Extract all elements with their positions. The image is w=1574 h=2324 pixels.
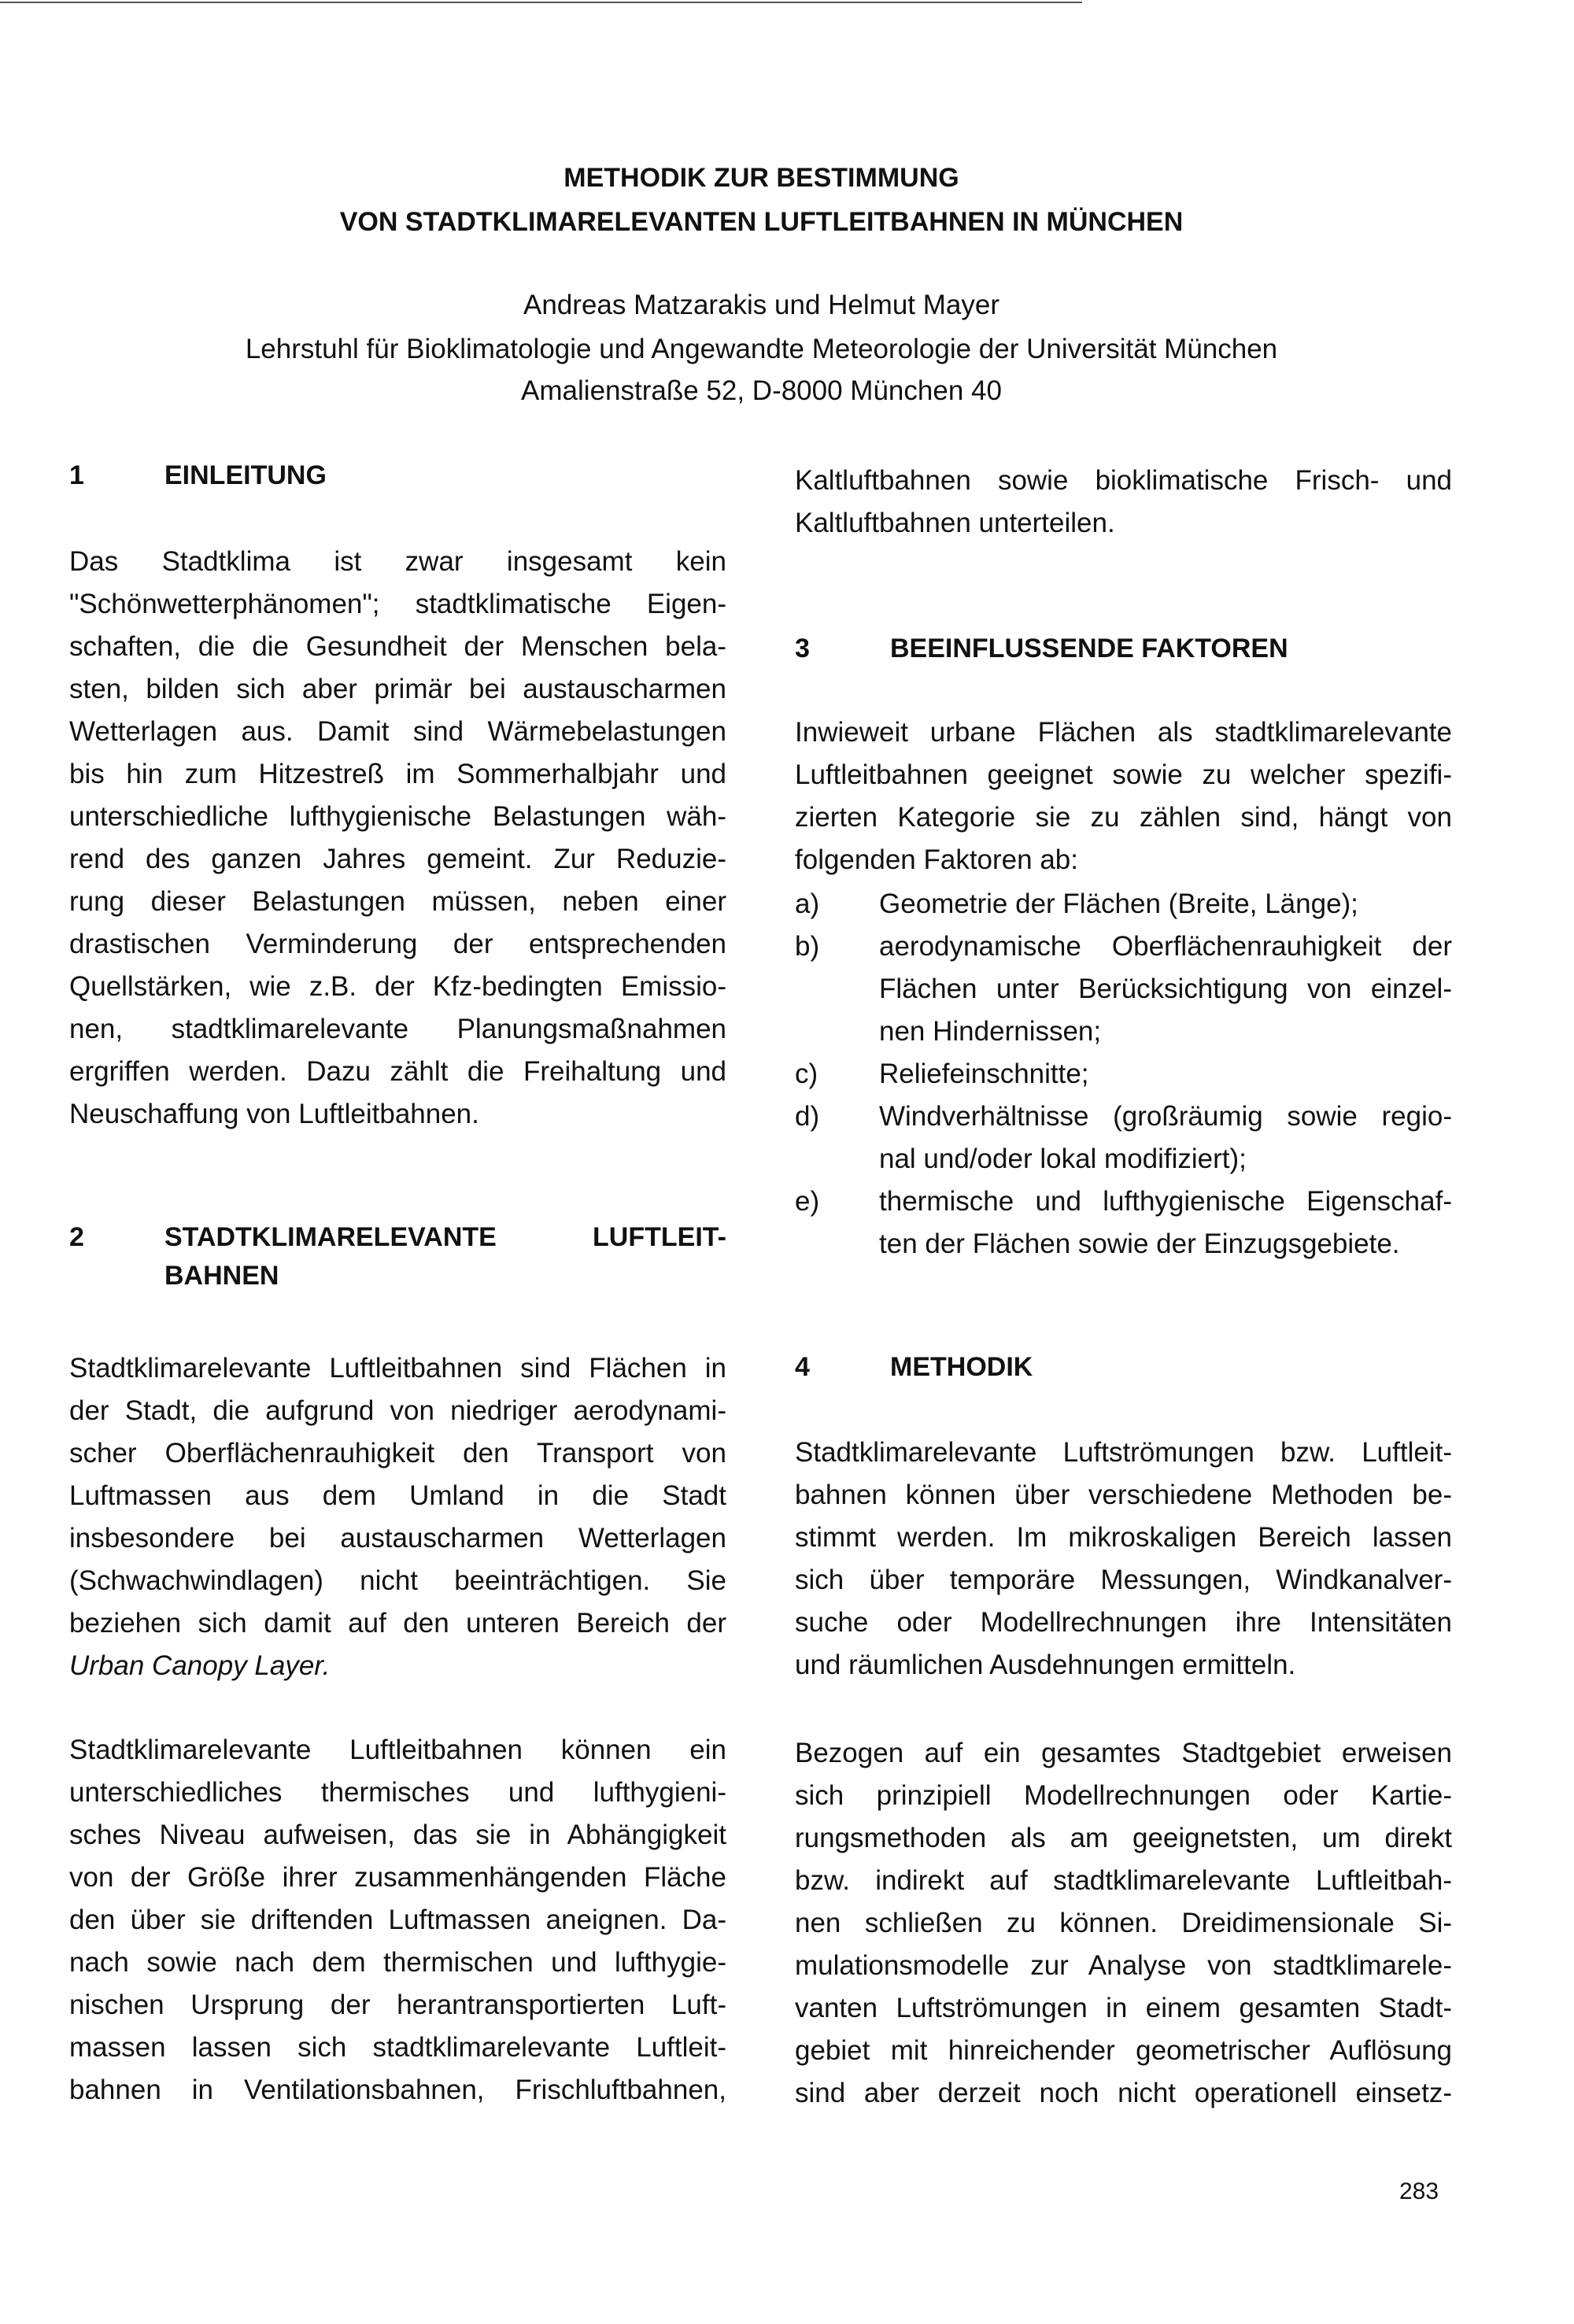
- text-line: Wetterlagen aus. Damit sind Wärmebelastungen: [69, 716, 726, 747]
- text-line: nischen Ursprung der herantransportierten Luft-: [69, 1990, 726, 2020]
- text-line: nen Hindernissen;: [879, 1016, 1102, 1047]
- text-line: nach sowie nach dem thermischen und lufthygie-: [69, 1947, 726, 1978]
- text-line: ergriffen werden. Dazu zählt die Freihaltung und: [69, 1056, 726, 1087]
- text-line: drastischen Verminderung der entsprechenden: [69, 929, 726, 959]
- text-line: nal und/oder lokal modifiziert);: [879, 1144, 1247, 1174]
- text-line: nen schließen zu können. Dreidimensionale Si-: [795, 1908, 1452, 1938]
- text-line: bzw. indirekt auf stadtklimarelevante Luftleitbah-: [795, 1865, 1452, 1896]
- text-line: insbesondere bei austauscharmen Wetterlagen: [69, 1523, 726, 1554]
- text-line: aerodynamische Oberflächenrauhigkeit der: [879, 931, 1452, 962]
- paragraph-faktoren: [795, 711, 1452, 881]
- text-line: von der Größe ihrer zusammenhängenden Fläche: [69, 1862, 726, 1893]
- text-line: gebiet mit hinreichender geometrischer Auflösung: [795, 2035, 1452, 2066]
- text-line: scher Oberflächenrauhigkeit den Transport von: [69, 1438, 726, 1469]
- text-line: (Schwachwindlagen) nicht beeinträchtigen. Sie: [69, 1565, 726, 1596]
- text-line: der Stadt, die aufgrund von niedriger aerodynami-: [69, 1395, 726, 1426]
- section-title: METHODIK: [890, 1352, 1033, 1382]
- paragraph-methodik: [795, 1432, 1452, 1687]
- text-line: unterschiedliches thermisches und lufthygieni-: [69, 1777, 726, 1808]
- text-line: rend des ganzen Jahres gemeint. Zur Reduzie-: [69, 844, 726, 874]
- section-title-part: BAHNEN: [164, 1261, 279, 1291]
- section-heading-2: [69, 1217, 726, 1296]
- text-line: und räumlichen Ausdehnungen ermitteln.: [795, 1650, 1296, 1680]
- text-line: rungsmethoden als am geeignetsten, um direkt: [795, 1823, 1452, 1853]
- text-line: unterschiedliche lufthygienische Belastungen wäh-: [69, 801, 726, 832]
- paragraph-kategorien: [69, 1729, 726, 2112]
- section-number: 2: [69, 1222, 84, 1252]
- text-line: Luftleitbahnen geeignet sowie zu welcher spezifi-: [795, 759, 1452, 790]
- list-label: e): [795, 1186, 820, 1217]
- text-line: "Schönwetterphänomen"; stadtklimatische Eigen-: [69, 589, 726, 619]
- text-line: den über sie driftenden Luftmassen aneignen. Da-: [69, 1905, 726, 1935]
- paragraph-definition: [69, 1347, 726, 1687]
- factor-list-item: [795, 1095, 1452, 1180]
- text-line: bis hin zum Hitzestreß im Sommerhalbjahr und: [69, 759, 726, 789]
- text-line: Inwieweit urbane Flächen als stadtklimarelevante: [795, 717, 1452, 748]
- text-line: massen lassen sich stadtklimarelevante Luftleit-: [69, 2032, 726, 2063]
- text-line: Neuschaffung von Luftleitbahnen.: [69, 1099, 479, 1129]
- text-line: stimmt werden. Im mikroskaligen Bereich lassen: [795, 1522, 1452, 1553]
- text-line: sten, bilden sich aber primär bei austauscharmen: [69, 674, 726, 704]
- section-title: BEEINFLUSSENDE FAKTOREN: [890, 634, 1288, 663]
- text-line: Stadtklimarelevante Luftströmungen bzw. Luftleit-: [795, 1437, 1452, 1468]
- text-line: sich prinzipiell Modellrechnungen oder Kartie-: [795, 1780, 1452, 1811]
- text-line: bahnen in Ventilationsbahnen, Frischluftbahnen,: [69, 2075, 726, 2105]
- text-line: zierten Kategorie sie zu zählen sind, hängt von: [795, 802, 1452, 833]
- section-title-part: LUFTLEIT-: [593, 1222, 726, 1252]
- text-line: Windverhältnisse (großräumig sowie regio-: [879, 1101, 1452, 1132]
- text-line: Das Stadtklima ist zwar insgesamt kein: [69, 546, 726, 577]
- author-names: Andreas Matzarakis und Helmut Mayer: [523, 290, 999, 320]
- text-line: Geometrie der Flächen (Breite, Länge);: [879, 889, 1358, 919]
- section-title: EINLEITUNG: [164, 460, 327, 490]
- text-line: sind aber derzeit noch nicht operationell einsetz-: [795, 2078, 1452, 2108]
- factor-list-item: [795, 1053, 1452, 1095]
- text-line: Kaltluftbahnen unterteilen.: [795, 508, 1115, 538]
- text-line: Luftmassen aus dem Umland in die Stadt: [69, 1480, 726, 1511]
- paragraph-einleitung: [69, 541, 726, 1136]
- paragraph-lines: [69, 1347, 726, 1645]
- factor-list: [795, 883, 1452, 1265]
- text-line: Stadtklimarelevante Luftleitbahnen können ein: [69, 1735, 726, 1765]
- factor-list-item: [795, 926, 1452, 1053]
- page-number: 283: [1399, 2178, 1439, 2204]
- text-line: mulationsmodelle zur Analyse von stadtklimarele-: [795, 1950, 1452, 1981]
- section-number: 1: [69, 460, 84, 490]
- paper-title-line-2: VON STADTKLIMARELEVANTEN LUFTLEITBAHNEN IN MÜNCHEN: [339, 207, 1184, 237]
- text-line: ten der Flächen sowie der Einzugsgebiete.: [879, 1229, 1400, 1259]
- text-line: beziehen sich damit auf den unteren Bereich der: [69, 1608, 726, 1639]
- text-line: nen, stadtklimarelevante Planungsmaßnahmen: [69, 1014, 726, 1044]
- text-line: thermische und lufthygienische Eigenschaf-: [879, 1186, 1452, 1217]
- author-address: Amalienstraße 52, D-8000 München 40: [521, 375, 1002, 406]
- text-line: Stadtklimarelevante Luftleitbahnen sind Flächen in: [69, 1353, 726, 1384]
- factor-list-item: [795, 883, 1452, 926]
- text-line: vanten Luftströmungen in einem gesamten Stadt-: [795, 1993, 1452, 2023]
- text-line: sich über temporäre Messungen, Windkanalver-: [795, 1565, 1452, 1595]
- section-title-part: STADTKLIMARELEVANTE: [164, 1222, 497, 1252]
- list-label: a): [795, 889, 820, 919]
- text-line: Flächen unter Berücksichtigung von einzel-: [879, 974, 1452, 1004]
- list-label: c): [795, 1059, 818, 1089]
- scan-edge-line: [0, 2, 1082, 3]
- paragraph-line-italic: Urban Canopy Layer.: [69, 1650, 331, 1681]
- text-line: Bezogen auf ein gesamtes Stadtgebiet erweisen: [795, 1738, 1452, 1768]
- list-label: d): [795, 1101, 820, 1132]
- text-line: sches Niveau aufweisen, das sie in Abhängigkeit: [69, 1820, 726, 1850]
- section-number: 4: [795, 1352, 810, 1382]
- paragraph-kategorien-cont: [795, 460, 1452, 545]
- author-affiliation: Lehrstuhl für Bioklimatologie und Angewandte Meteorologie der Universität München: [245, 334, 1278, 364]
- factor-list-item: [795, 1180, 1452, 1265]
- list-label: b): [795, 931, 820, 962]
- paragraph-modelle: [795, 1732, 1452, 2115]
- paper-title-line-1: METHODIK ZUR BESTIMMUNG: [563, 163, 959, 193]
- text-line: schaften, die die Gesundheit der Menschen bela-: [69, 631, 726, 662]
- text-line: folgenden Faktoren ab:: [795, 844, 1078, 875]
- text-line: Quellstärken, wie z.B. der Kfz-bedingten Emissio-: [69, 971, 726, 1002]
- text-line: bahnen können über verschiedene Methoden be-: [795, 1480, 1452, 1510]
- text-line: rung dieser Belastungen müssen, neben einer: [69, 886, 726, 917]
- text-line: Reliefeinschnitte;: [879, 1059, 1089, 1089]
- section-number: 3: [795, 634, 810, 663]
- text-line: Kaltluftbahnen sowie bioklimatische Frisch- und: [795, 465, 1452, 496]
- text-line: suche oder Modellrechnungen ihre Intensitäten: [795, 1607, 1452, 1638]
